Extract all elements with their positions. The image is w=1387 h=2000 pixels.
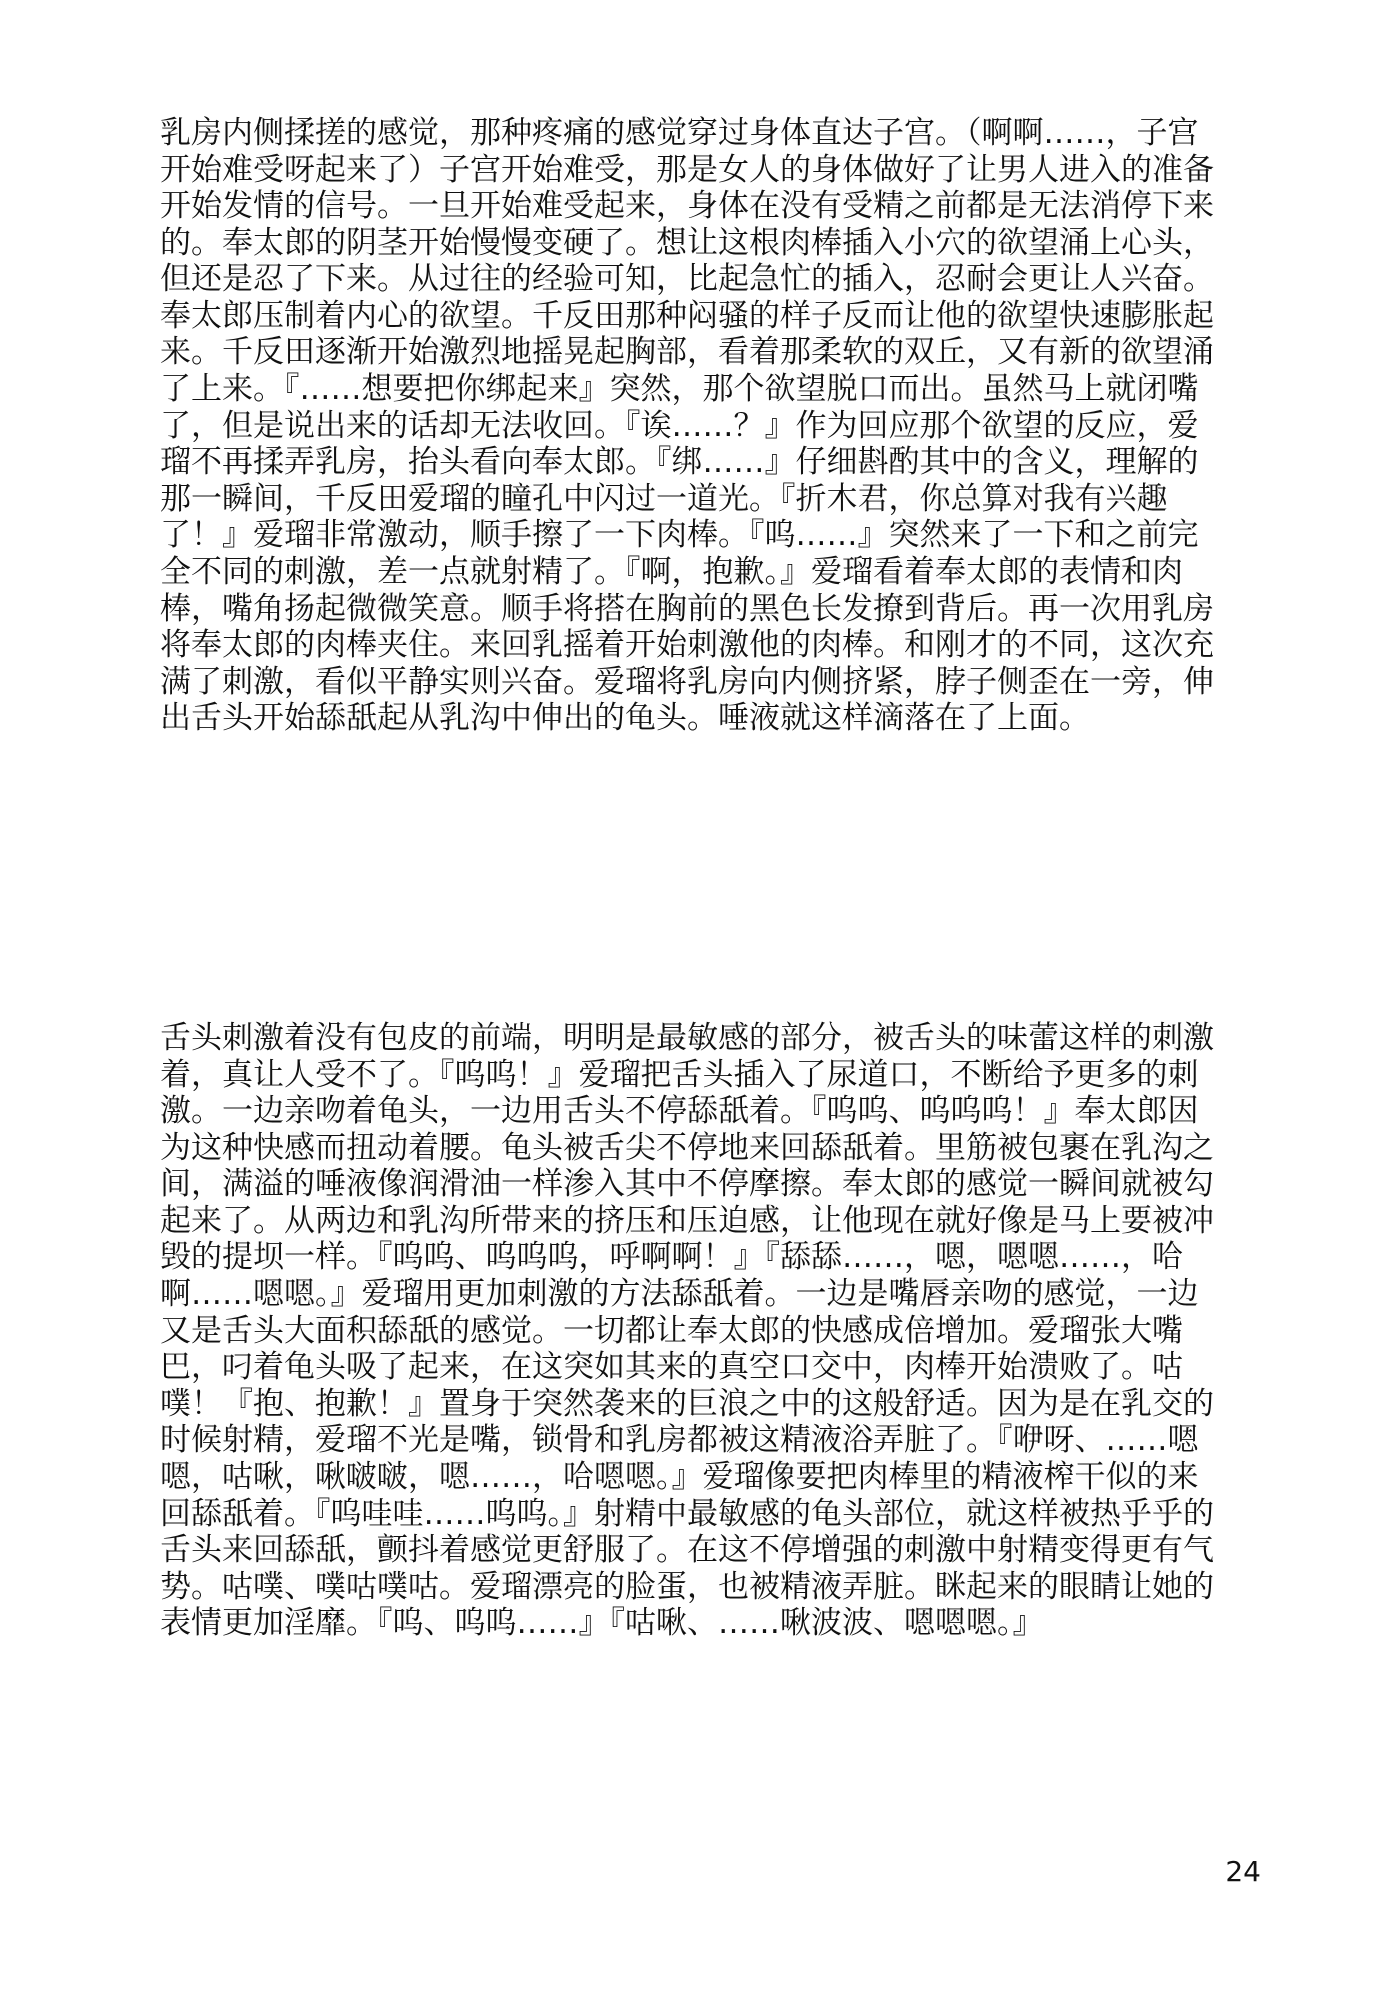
bottom-block-text: 舌头刺激着没有包皮的前端，明明是最敏感的部分，被舌头的味蕾这样的刺激着，真让人受不了。『呜呜！』爱瑠把舌头插入了尿道口，不断给予更多的刺激。一边亲吻着龟头，一边用舌头不停舔舐着。『呜呜、呜呜呜！』奉太郎因为这种快感而扭动着腰。龟头被舌尖不停地来回舔舐着。里筋被包裹在乳沟之间，满溢的唾液像润滑油一样渗入其中不停摩擦。奉太郎的感觉一瞬间就被勾起来了。从两边和乳沟所带来的挤压和压迫感，让他现在就好像是马上要被冲毁的提坝一样。『呜呜、呜呜呜，呼啊啊！』『舔舔……，嗯，嗯嗯……，哈啊……嗯嗯。』爱瑠用更加刺激的方法舔舐着。一边是嘴唇亲吻的感觉，一边又是舌头大面积舔舐的感觉。一切都让奉太郎的快感成倍增加。爱瑠张大嘴巴，叼着龟头吸了起来，在这突如其来的真空口交中，肉棒开始溃败了。咕噗！『抱、抱歉！』置身于突然袭来的巨浪之中的这般舒适。因为是在乳交的时候射精，爱瑠不光是嘴，锁骨和乳房都被这精液浴弄脏了。『咿呀、……嗯嗯，咕啾，啾啵啵，嗯……，哈嗯嗯。』爱瑠像要把肉棒里的精液榨干似的来回舔舐着。『呜哇哇……呜呜。』射精中最敏感的龟头部位，就这样被热乎乎的舌头来回舔舐，颤抖着感觉更舒服了。在这不停增强的刺激中射精变得更有气势。咕噗、噗咕噗咕。爱瑠漂亮的脸蛋，也被精液弄脏。眯起来的眼睛让她的表情更加淫靡。『呜、呜呜……』『咕啾、……啾波波、嗯嗯嗯。』 bbox=[160, 1020, 1214, 1642]
top-text-block bbox=[160, 115, 1227, 935]
bottom-text-block bbox=[160, 1020, 1227, 1860]
top-block-text: 乳房内侧揉搓的感觉，那种疼痛的感觉穿过身体直达子宫。（啊啊……，子宫开始难受呀起来了）子宫开始难受，那是女人的身体做好了让男人进入的准备开始发情的信号。一旦开始难受起来，身体在没有受精之前都是无法消停下来的。奉太郎的阴茎开始慢慢变硬了。想让这根肉棒插入小穴的欲望涌上心头，但还是忍了下来。从过往的经验可知，比起急忙的插入，忍耐会更让人兴奋。奉太郎压制着内心的欲望。千反田那种闷骚的样子反而让他的欲望快速膨胀起来。千反田逐渐开始激烈地摇晃起胸部，看着那柔软的双丘，又有新的欲望涌了上来。『……想要把你绑起来』突然，那个欲望脱口而出。虽然马上就闭嘴了，但是说出来的话却无法收回。『诶……？』作为回应那个欲望的反应，爱瑠不再揉弄乳房，抬头看向奉太郎。『绑……』仔细斟酌其中的含义，理解的那一瞬间，千反田爱瑠的瞳孔中闪过一道光。『折木君，你总算对我有兴趣了！』爱瑠非常激动，顺手擦了一下肉棒。『呜……』突然来了一下和之前完全不同的刺激，差一点就射精了。『啊，抱歉。』爱瑠看着奉太郎的表情和肉棒，嘴角扬起微微笑意。顺手将搭在胸前的黑色长发撩到背后。再一次用乳房将奉太郎的肉棒夹住。来回乳摇着开始刺激他的肉棒。和刚才的不同，这次充满了刺激，看似平静实则兴奋。爱瑠将乳房向内侧挤紧，脖子侧歪在一旁，伸出舌头开始舔舐起从乳沟中伸出的龟头。唾液就这样滴落在了上面。 bbox=[160, 115, 1214, 737]
page-number: 24 bbox=[1225, 1855, 1261, 1888]
